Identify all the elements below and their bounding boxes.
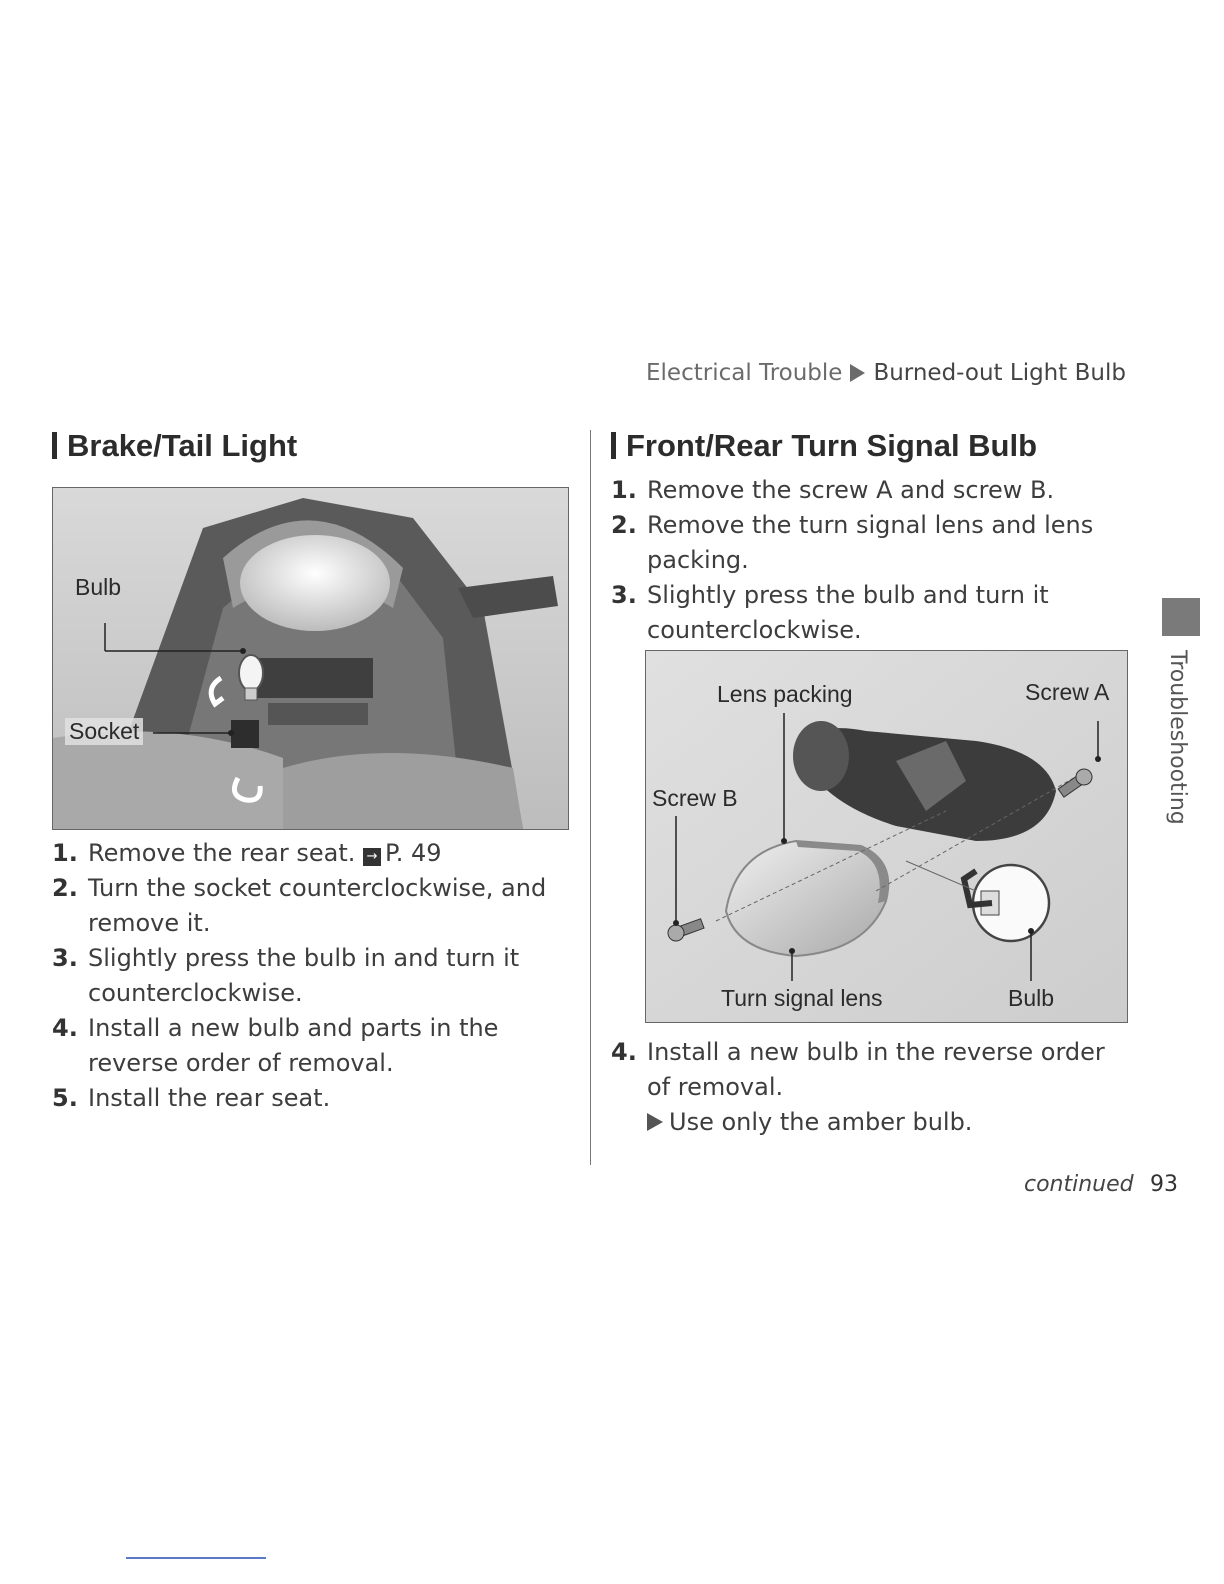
- heading-bar-icon: [52, 432, 57, 459]
- figure-label-lens-packing: Lens packing: [717, 681, 853, 707]
- figure-label-socket: Socket: [65, 718, 143, 745]
- turn-signal-heading: [611, 428, 1037, 464]
- figure-label-bulb: Bulb: [1008, 985, 1055, 1011]
- list-item: 1. Remove the screw A and screw B.: [611, 476, 1055, 504]
- column-divider: [590, 430, 591, 1165]
- brake-tail-steps: [52, 836, 572, 1116]
- list-item: 5. Install the rear seat.: [52, 1084, 331, 1112]
- page-reference-icon: →: [363, 848, 381, 866]
- breadcrumb: [646, 360, 1126, 386]
- turn-signal-step-4: [611, 1035, 1121, 1140]
- turn-signal-figure: [645, 650, 1128, 1023]
- list-item: 2. Remove the turn signal lens and lens packing.: [611, 511, 1094, 574]
- brake-tail-illustration: [53, 488, 568, 829]
- heading-bar-icon: [611, 432, 616, 459]
- figure-label-screw-b: Screw B: [652, 785, 738, 811]
- footer-continued: continued: [1024, 1172, 1134, 1197]
- list-item: 3. Slightly press the bulb in and turn it counterclockwise.: [52, 944, 520, 1007]
- bottom-rule: [126, 1557, 266, 1559]
- breadcrumb-topic: Burned-out Light Bulb: [873, 360, 1126, 386]
- note-arrow-icon: [647, 1113, 663, 1131]
- brake-tail-heading: [52, 428, 297, 464]
- side-tab-label: Troubleshooting: [1165, 650, 1190, 825]
- brake-tail-heading-text: Brake/Tail Light: [67, 428, 298, 463]
- figure-label-screw-a: Screw A: [1025, 679, 1110, 705]
- list-item: 3. Slightly press the bulb and turn it counterclockwise.: [611, 581, 1049, 644]
- figure-label-bulb: Bulb: [75, 574, 122, 600]
- list-item: 1. Remove the rear seat. → P. 49: [52, 839, 442, 867]
- brake-tail-figure: [52, 487, 569, 830]
- page-reference-link[interactable]: P. 49: [385, 839, 442, 867]
- turn-signal-steps: [611, 473, 1111, 648]
- list-item: 2. Turn the socket counterclockwise, and remove it.: [52, 874, 547, 937]
- figure-label-turn-signal-lens: Turn signal lens: [721, 985, 883, 1011]
- breadcrumb-section: Electrical Trouble: [646, 360, 843, 386]
- page-number: 93: [1150, 1172, 1178, 1197]
- side-tab-marker: [1162, 598, 1200, 636]
- list-item: 4. Install a new bulb and parts in the reverse order of removal.: [52, 1014, 499, 1077]
- list-item: 4. Install a new bulb in the reverse order of removal.: [611, 1038, 1105, 1101]
- breadcrumb-arrow-icon: [850, 364, 865, 382]
- turn-signal-heading-text: Front/Rear Turn Signal Bulb: [626, 428, 1038, 463]
- amber-bulb-note: Use only the amber bulb.: [611, 1105, 1121, 1140]
